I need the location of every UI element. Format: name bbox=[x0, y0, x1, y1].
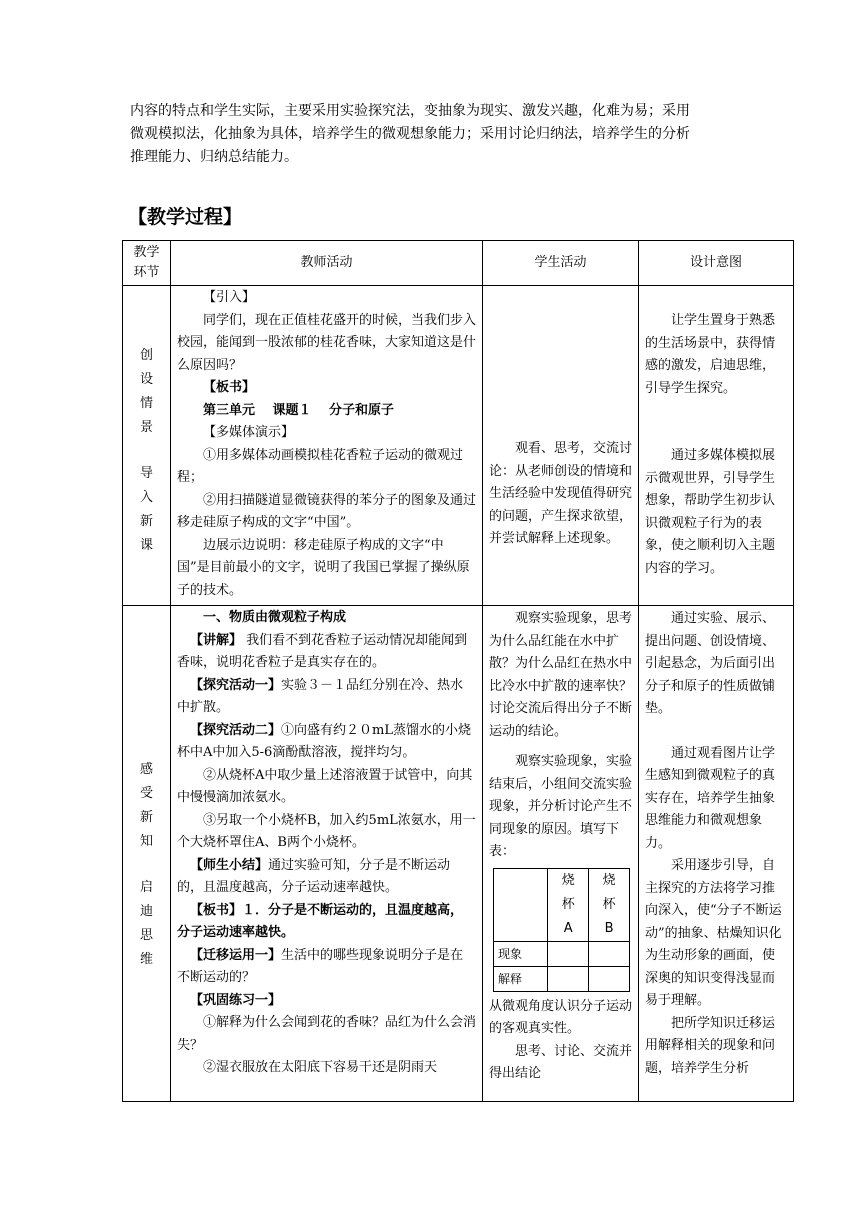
row-label-phenomenon: 现象 bbox=[494, 941, 548, 966]
teacher-text: ③另取一个小烧杯B，加入约5mL浓氨水，用一个大烧杯罩住A、B两个小烧杯。 bbox=[177, 812, 476, 850]
header-char: A bbox=[563, 920, 573, 936]
stage-char: 课 bbox=[139, 537, 153, 553]
teacher-text bbox=[177, 900, 476, 945]
student-text: 从微观角度认识分子运动的客观真实性。 bbox=[489, 998, 633, 1036]
stage-char: 启 bbox=[139, 880, 153, 895]
stage-char: 新 bbox=[139, 810, 153, 825]
teacher-text: 同学们，现在正值桂花盛开的时候，当我们步入校园，能闻到一股浓郁的桂花香味，大家知道这是什么原因吗？ bbox=[177, 312, 477, 373]
beaker-b-header bbox=[589, 868, 630, 941]
header-char: 杯 bbox=[561, 896, 575, 912]
design-text: 通过观看图片让学生感知到微观粒子的真实存在，培养学生抽象思维能力和微观想象力。 bbox=[645, 745, 776, 851]
intro-line: 微观模拟法，化抽象为具体，培养学生的微观想象能力；采用讨论归纳法，培养学生的分析 bbox=[130, 126, 690, 142]
table-header-row bbox=[123, 241, 794, 286]
stage-char: 入 bbox=[139, 489, 153, 505]
intro-line: 内容的特点和学生实际，主要采用实验探究法，变抽象为现实、激发兴趣，化难为易；采用 bbox=[130, 103, 690, 119]
stage-cell bbox=[123, 286, 171, 606]
tag-text: 实验３－１品红分别在冷、热水中扩散。 bbox=[177, 677, 464, 715]
teacher-text bbox=[177, 855, 476, 900]
board-text: １．分子是不断运动的，且温度越高，分子运动速率越快。 bbox=[177, 902, 464, 940]
section-title: 【教学过程】 bbox=[128, 206, 243, 228]
table-row bbox=[123, 286, 794, 606]
stage-char: 迪 bbox=[139, 904, 153, 919]
teacher-text: 【多媒体演示】 bbox=[203, 425, 295, 440]
student-text: 思考、讨论、交流并得出结论 bbox=[489, 1043, 633, 1081]
teacher-text: ①用多媒体动画模拟桂花香粒子运动的微观过程； bbox=[177, 447, 464, 485]
stage-char: 受 bbox=[139, 786, 153, 801]
stage-char: 景 bbox=[139, 419, 153, 435]
stage-gap bbox=[123, 854, 170, 876]
stage-char: 思 bbox=[139, 928, 153, 943]
design-text: 把所学知识迁移运用解释相关的现象和问题，培养学生分析 bbox=[645, 1015, 776, 1076]
student-activity-cell bbox=[483, 606, 639, 1102]
design-text: 采用逐步引导，自主探究的方法将学习推向深入，使“分子不断运动”的抽象、枯燥知识化为生动形象的画面，使深奥的知识变得浅显而易于理解。 bbox=[645, 858, 782, 1008]
student-text: 观察实验现象，实验结束后，小组间交流实验现象，并分析讨论产生不同现象的原因。填写下表： bbox=[489, 754, 633, 859]
section-heading: 一、物质由微观粒子构成 bbox=[203, 610, 347, 625]
board-label: 【板书】 bbox=[203, 380, 256, 395]
design-intent-cell bbox=[639, 606, 794, 1102]
observation-corner bbox=[494, 868, 548, 941]
tag-text: 通过实验可知，分子是不断运动的，且温度越高，分子运动速率越快。 bbox=[177, 857, 451, 895]
table-row bbox=[123, 606, 794, 1102]
student-activity-cell bbox=[483, 286, 639, 606]
teacher-text bbox=[177, 607, 476, 630]
teacher-text: ②用扫描隧道显微镜获得的苯分子的图象及通过移走硅原子构成的文字“中国”。 bbox=[177, 492, 477, 530]
stage-cell bbox=[123, 606, 171, 1102]
tag-text: 生活中的哪些现象说明分子是在不断运动的？ bbox=[177, 947, 464, 985]
observation-row bbox=[494, 941, 630, 966]
intro-line: 推理能力、归纳总结能力。 bbox=[130, 149, 298, 165]
header-char: 杯 bbox=[602, 896, 616, 912]
observation-table bbox=[493, 868, 630, 992]
teacher-activity-cell bbox=[171, 286, 483, 606]
teacher-text: ②从烧杯A中取少量上述溶液置于试管中，向其中慢慢滴加浓氨水。 bbox=[177, 767, 473, 805]
tag-label: 【师生小结】 bbox=[190, 857, 269, 873]
header-char: 烧 bbox=[602, 872, 616, 888]
blank-cell bbox=[548, 941, 589, 966]
observation-header-row bbox=[494, 868, 630, 941]
header-stage bbox=[123, 241, 171, 286]
teacher-text bbox=[177, 630, 476, 675]
design-intent-cell bbox=[639, 286, 794, 606]
teacher-text bbox=[177, 675, 476, 720]
board-title: 第三单元 课题１ 分子和原子 bbox=[203, 402, 395, 418]
tag-text: ①向盛有约２０mL蒸馏水的小烧杯中A中加入5-6滴酚酞溶液，搅拌均匀。 bbox=[177, 722, 471, 760]
tag-label: 【迁移运用一】 bbox=[190, 947, 282, 963]
teacher-text bbox=[177, 400, 476, 423]
header-teacher: 教师活动 bbox=[171, 241, 483, 286]
teacher-activity-cell bbox=[171, 606, 483, 1102]
header-char: B bbox=[604, 920, 614, 936]
teacher-text: 【引入】 bbox=[203, 290, 256, 305]
stage-char: 知 bbox=[139, 834, 153, 849]
header-design: 设计意图 bbox=[639, 241, 794, 286]
stage-char: 创 bbox=[139, 347, 153, 363]
stage-char: 感 bbox=[139, 762, 153, 777]
tag-text: 我们看不到花香粒子运动情况却能闻到香味，说明花香粒子是真实存在的。 bbox=[177, 632, 468, 670]
stage-char: 导 bbox=[139, 465, 153, 481]
header-student: 学生活动 bbox=[483, 241, 639, 286]
teaching-process-table bbox=[122, 240, 794, 1102]
student-text: 观察实验现象，思考为什么品红能在水中扩散？为什么品红在热水中比冷水中扩散的速率快？讨论交流后得出分子不断运动的结论。 bbox=[489, 611, 633, 739]
design-text: 通过实验、展示、提出问题、创设情境、引起悬念，为后面引出分子和原子的性质做铺垫。 bbox=[645, 611, 776, 716]
teacher-text bbox=[177, 990, 476, 1013]
student-text: 观看、思考，交流讨论：从老师创设的情境和生活经验中发现值得研究的问题，产生探求欲望，并尝试解释上述现象。 bbox=[489, 441, 633, 546]
tag-label: 【板书】 bbox=[190, 902, 243, 918]
stage-char: 情 bbox=[139, 395, 153, 411]
teacher-text bbox=[177, 945, 476, 990]
blank-cell bbox=[589, 941, 630, 966]
beaker-a-header bbox=[548, 868, 589, 941]
header-stage-line: 环节 bbox=[133, 265, 160, 280]
blank-cell bbox=[589, 966, 630, 991]
teacher-text: ①解释为什么会闻到花的香味？品红为什么会消失？ bbox=[177, 1015, 477, 1053]
design-text: 让学生置身于熟悉的生活场景中，获得情感的激发，启迪思维，引导学生探究。 bbox=[645, 313, 776, 396]
teacher-text bbox=[177, 377, 476, 400]
blank-cell bbox=[548, 966, 589, 991]
stage-char: 新 bbox=[139, 513, 153, 529]
stage-gap bbox=[123, 440, 170, 462]
row-label-explanation: 解释 bbox=[494, 966, 548, 991]
tag-label: 【探究活动一】 bbox=[190, 677, 282, 693]
teacher-text: ②湿衣服放在太阳底下容易干还是阴雨天 bbox=[203, 1060, 438, 1075]
tag-label: 【探究活动二】 bbox=[190, 722, 282, 738]
stage-char: 维 bbox=[139, 952, 153, 967]
stage-char: 设 bbox=[139, 371, 153, 387]
teacher-text bbox=[177, 720, 476, 765]
header-stage-line: 教学 bbox=[133, 245, 160, 260]
intro-paragraph bbox=[130, 100, 750, 169]
tag-label: 【巩固练习一】 bbox=[190, 992, 282, 1008]
teacher-text: 边展示边说明：移走硅原子构成的文字“中国”是目前最小的文字，说明了我国已掌握了操纵原子的技术。 bbox=[177, 537, 470, 598]
header-char: 烧 bbox=[561, 872, 575, 888]
observation-row bbox=[494, 966, 630, 991]
tag-label: 【讲解】 bbox=[190, 632, 243, 648]
design-text: 通过多媒体模拟展示微观世界，引导学生想象，帮助学生初步认识微观粒子行为的表象，使之顺利切入主题内容的学习。 bbox=[645, 448, 776, 576]
